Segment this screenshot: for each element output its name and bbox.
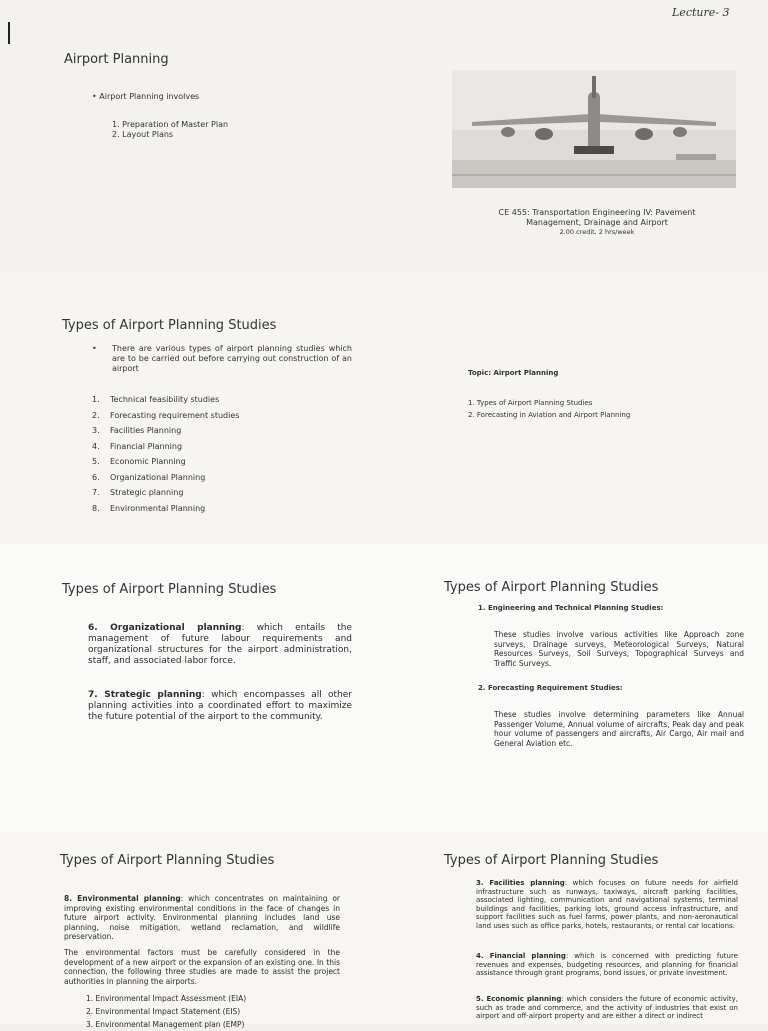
list-item: 2. Environmental Impact Statement (EIS)	[86, 1007, 241, 1016]
slide1-title: Airport Planning	[64, 52, 169, 67]
list-item: 4. Financial Planning	[92, 441, 183, 451]
course-credit: 2.00 credit, 2 hrs/week	[559, 228, 635, 236]
list-item: 3. Environmental Management plan (EMP)	[86, 1020, 245, 1029]
slide6-text-2: These studies involve determining parameters like Annual Passenger Volume, Annual volume of aircrafts, Peak day and peak hour volume of passengers and aircrafts, Air Cargo, Air mail and General Aviation etc.	[494, 710, 744, 748]
slide8-title: Types of Airport Planning Studies	[444, 853, 659, 868]
slide6-heading-2: 2. Forecasting Requirement Studies:	[478, 684, 623, 692]
slide5-para-strategic: 7. Strategic planning: which encompasses all other planning activities into a coordinated effort to maximize the future potential of the airport to the community.	[88, 690, 352, 722]
slide8-para-facilities: 3. Facilities planning: which focuses on future needs for airfield infrastructure such as runways, taxiways, aircraft parking facilities, associated lighting, communication and navigational systems, terminal buildings and facilities, parking lots, ground access infrastructure, and support facilities such as fuel farms, power plants, and non-aeronautical land uses such as office parks, hotels, restaurants, or rental car locations.	[476, 879, 738, 930]
course-line-2: Management, Drainage and Airport	[526, 218, 668, 227]
course-info	[452, 208, 742, 236]
slide5-title: Types of Airport Planning Studies	[62, 582, 277, 597]
slide3-list	[92, 392, 239, 516]
slide8-para-financial: 4. Financial planning: which is concerned with predicting future revenues and expenses, budgeting resources, and planning for financial assistance through grant programs, bond issues, or private investment.	[476, 952, 738, 978]
handwritten-note: Lecture- 3	[672, 6, 730, 19]
list-item: 1. Environmental Impact Assessment (EIA)	[86, 994, 247, 1003]
list-item: 2. Forecasting in Aviation and Airport Planning	[468, 411, 631, 419]
pen-mark	[8, 22, 10, 44]
airplane-photo	[452, 70, 736, 188]
slide7-para-factors: The environmental factors must be carefully considered in the development of a new airport or the expansion of an existing one. In this connection, the following three studies are made to assist the project authorities in planning the airports.	[64, 948, 340, 986]
slide5-para-organizational: 6. Organizational planning: which entails the management of future labour requirements and organizational structures for the airport administration, staff, and associated labor force.	[88, 623, 353, 666]
slide7-title: Types of Airport Planning Studies	[60, 853, 275, 868]
list-item: 1. Preparation of Master Plan	[112, 120, 229, 129]
slide6-title: Types of Airport Planning Studies	[444, 580, 659, 595]
slide1-list	[112, 120, 228, 140]
slide7-para-environmental: 8. Environmental planning: which concentrates on maintaining or improving existing environmental conditions in the face of changes in future airport activity. Environmental planning includes land use planning, noise mitigation, wetland reclamation, and wildlife preservation.	[64, 894, 340, 941]
slide4-list	[468, 397, 630, 421]
list-item: 2. Layout Plans	[112, 130, 174, 139]
list-item: 3. Facilities Planning	[92, 426, 182, 435]
slide1-bullet: • Airport Planning involves	[92, 92, 200, 101]
slide3-bullet: • There are various types of airport planning studies which are to be carried out before carrying out construction of an airport	[92, 344, 352, 373]
list-item: 8. Environmental Planning	[92, 503, 206, 513]
list-item: 2. Forecasting requirement studies	[92, 410, 240, 420]
slide7-list	[86, 992, 340, 1031]
list-item: 1. Technical feasibility studies	[92, 395, 220, 404]
airplane-image	[452, 70, 736, 188]
list-item: 1. Types of Airport Planning Studies	[468, 399, 593, 407]
slide3-title: Types of Airport Planning Studies	[62, 318, 277, 333]
list-item: 5. Economic Planning	[92, 457, 186, 466]
course-line-1: CE 455: Transportation Engineering IV: Pavement	[498, 208, 696, 217]
slide6-heading-1: 1. Engineering and Technical Planning Studies:	[478, 604, 664, 612]
slide4-topic: Topic: Airport Planning	[468, 369, 559, 377]
slide6-text-1: These studies involve various activities like Approach zone surveys, Drainage surveys, Meteorological Surveys, Natural Resources Surveys, Soil Surveys, Topographical Surveys and Traffic Surveys.	[494, 630, 744, 668]
list-item: 7. Strategic planning	[92, 488, 184, 497]
slide8-para-economic: 5. Economic planning: which considers the future of economic activity, such as trade and commerce, and the activity of industries that exist on airport and off-airport property and are either a direct or indirect	[476, 995, 738, 1021]
list-item: 6. Organizational Planning	[92, 472, 206, 482]
